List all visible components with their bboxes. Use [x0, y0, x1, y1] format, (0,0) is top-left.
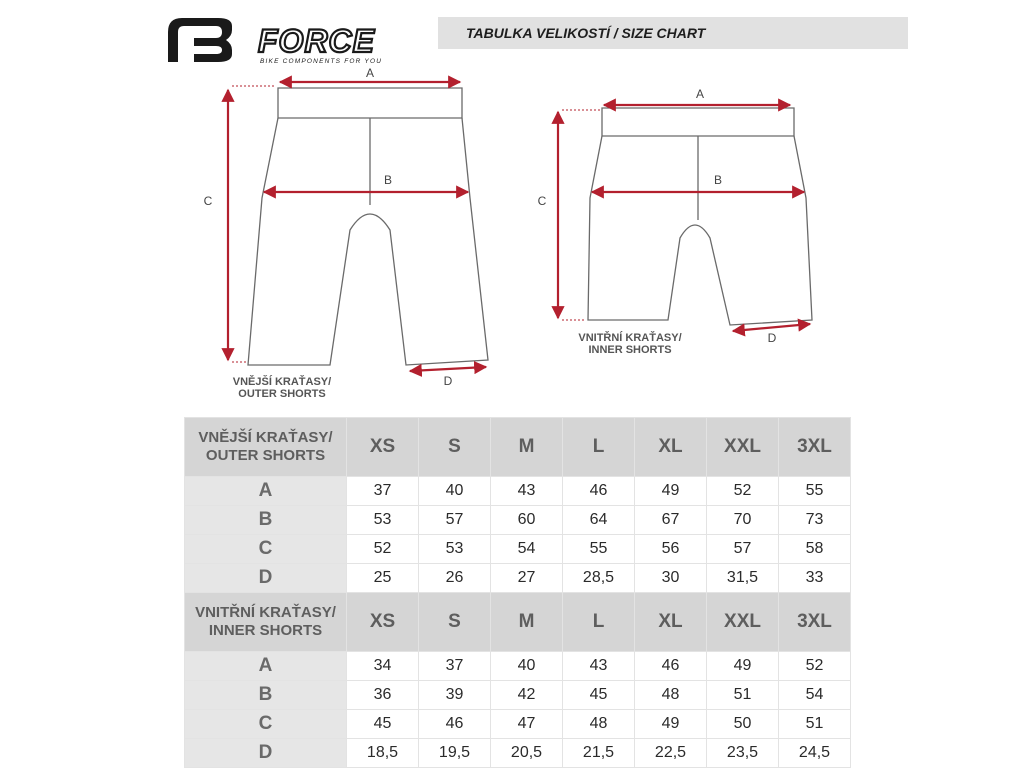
table-section-title-line1: VNĚJŠÍ KRAŤASY/	[198, 429, 333, 446]
measurement-value: 43	[491, 477, 563, 506]
measurement-value: 54	[779, 681, 851, 710]
measurement-value: 46	[419, 710, 491, 739]
measurement-value: 40	[491, 652, 563, 681]
size-column-header: XS	[347, 593, 419, 652]
size-column-header: S	[419, 593, 491, 652]
table-row	[185, 506, 851, 535]
size-column-header: M	[491, 593, 563, 652]
outer-measure-lines	[228, 82, 486, 371]
measurement-key: C	[185, 710, 347, 739]
measurement-value: 52	[707, 477, 779, 506]
inner-shorts-label-line2: INNER SHORTS	[588, 344, 672, 356]
measurement-value: 67	[635, 506, 707, 535]
measurement-value: 30	[635, 564, 707, 593]
size-column-header: XS	[347, 418, 419, 477]
measurement-value: 64	[563, 506, 635, 535]
measurement-value: 45	[347, 710, 419, 739]
measurement-value: 70	[707, 506, 779, 535]
measurement-value: 22,5	[635, 739, 707, 768]
table-row	[185, 535, 851, 564]
measurement-value: 40	[419, 477, 491, 506]
table-section-title-line2: OUTER SHORTS	[205, 447, 326, 464]
measurement-value: 31,5	[707, 564, 779, 593]
inner-mark-a: A	[695, 87, 705, 101]
measurement-value: 50	[707, 710, 779, 739]
table-section-title-line2: INNER SHORTS	[208, 622, 323, 639]
measurement-value: 48	[563, 710, 635, 739]
measurement-value: 57	[419, 506, 491, 535]
table-section-title-line1: VNITŘNÍ KRAŤASY/	[195, 604, 336, 621]
measurement-value: 43	[563, 652, 635, 681]
measurement-value: 51	[779, 710, 851, 739]
measurement-value: 34	[347, 652, 419, 681]
size-column-header: L	[563, 418, 635, 477]
measurement-value: 60	[491, 506, 563, 535]
inner-mark-d: D	[767, 331, 777, 345]
measurement-value: 20,5	[491, 739, 563, 768]
measurement-value: 28,5	[563, 564, 635, 593]
brand-tagline: BIKE COMPONENTS FOR YOU	[260, 58, 383, 65]
measurement-key: D	[185, 739, 347, 768]
measurement-value: 25	[347, 564, 419, 593]
inner-shorts-label	[560, 332, 700, 356]
measurement-value: 55	[563, 535, 635, 564]
outer-guide-dots	[232, 86, 276, 362]
table-section-title	[185, 593, 347, 652]
measurement-value: 54	[491, 535, 563, 564]
measurement-value: 48	[635, 681, 707, 710]
measurement-key: B	[185, 681, 347, 710]
table-row	[185, 681, 851, 710]
measurement-key: D	[185, 564, 347, 593]
measurement-value: 49	[707, 652, 779, 681]
size-column-header: S	[419, 418, 491, 477]
measurement-value: 58	[779, 535, 851, 564]
outer-shorts-drawing	[248, 88, 488, 365]
size-column-header: 3XL	[779, 418, 851, 477]
size-column-header: XXL	[707, 418, 779, 477]
brand-name: FORCE	[258, 23, 375, 59]
inner-measure-lines	[558, 105, 810, 331]
measurement-value: 52	[347, 535, 419, 564]
measurement-value: 46	[635, 652, 707, 681]
measurement-value: 46	[563, 477, 635, 506]
measurement-value: 56	[635, 535, 707, 564]
measurement-value: 45	[563, 681, 635, 710]
size-column-header: M	[491, 418, 563, 477]
measurement-value: 57	[707, 535, 779, 564]
table-row	[185, 710, 851, 739]
measurement-value: 21,5	[563, 739, 635, 768]
table-header-row	[185, 418, 851, 477]
inner-guide-dots	[562, 110, 600, 320]
outer-mark-a: A	[365, 66, 375, 80]
measurement-value: 39	[419, 681, 491, 710]
measurement-value: 49	[635, 477, 707, 506]
measurement-value: 47	[491, 710, 563, 739]
inner-mark-c: C	[537, 194, 547, 208]
table-row	[185, 477, 851, 506]
measurement-value: 42	[491, 681, 563, 710]
table-row	[185, 652, 851, 681]
size-column-header: XL	[635, 593, 707, 652]
outer-mark-d: D	[443, 374, 453, 388]
outer-mark-c: C	[203, 194, 213, 208]
measurement-key: A	[185, 652, 347, 681]
measurement-value: 33	[779, 564, 851, 593]
page-title: TABULKA VELIKOSTÍ / SIZE CHART	[466, 25, 706, 41]
measurement-value: 51	[707, 681, 779, 710]
measurement-value: 37	[419, 652, 491, 681]
size-column-header: XL	[635, 418, 707, 477]
measurement-value: 37	[347, 477, 419, 506]
measurement-key: C	[185, 535, 347, 564]
measurement-value: 53	[347, 506, 419, 535]
table-section-title	[185, 418, 347, 477]
outer-shorts-label-line2: OUTER SHORTS	[238, 388, 326, 400]
measurement-value: 23,5	[707, 739, 779, 768]
measurement-value: 27	[491, 564, 563, 593]
measurement-value: 26	[419, 564, 491, 593]
measurement-value: 53	[419, 535, 491, 564]
measurement-value: 24,5	[779, 739, 851, 768]
outer-shorts-label-line1: VNĚJŠÍ KRAŤASY/	[232, 376, 332, 388]
measurement-value: 18,5	[347, 739, 419, 768]
outer-mark-b: B	[383, 173, 393, 187]
size-column-header: XXL	[707, 593, 779, 652]
inner-shorts-drawing	[588, 108, 812, 325]
size-column-header: 3XL	[779, 593, 851, 652]
measurement-value: 19,5	[419, 739, 491, 768]
measurement-key: A	[185, 477, 347, 506]
table-row	[185, 564, 851, 593]
measurement-value: 49	[635, 710, 707, 739]
size-column-header: L	[563, 593, 635, 652]
measurement-value: 52	[779, 652, 851, 681]
inner-shorts-label-line1: VNITŘNÍ KRAŤASY/	[578, 332, 682, 344]
table-header-row	[185, 593, 851, 652]
measurement-value: 55	[779, 477, 851, 506]
measurement-value: 73	[779, 506, 851, 535]
measurement-value: 36	[347, 681, 419, 710]
inner-mark-b: B	[713, 173, 723, 187]
measurement-key: B	[185, 506, 347, 535]
table-row	[185, 739, 851, 768]
size-chart-table	[184, 417, 851, 768]
outer-shorts-label	[212, 376, 352, 400]
